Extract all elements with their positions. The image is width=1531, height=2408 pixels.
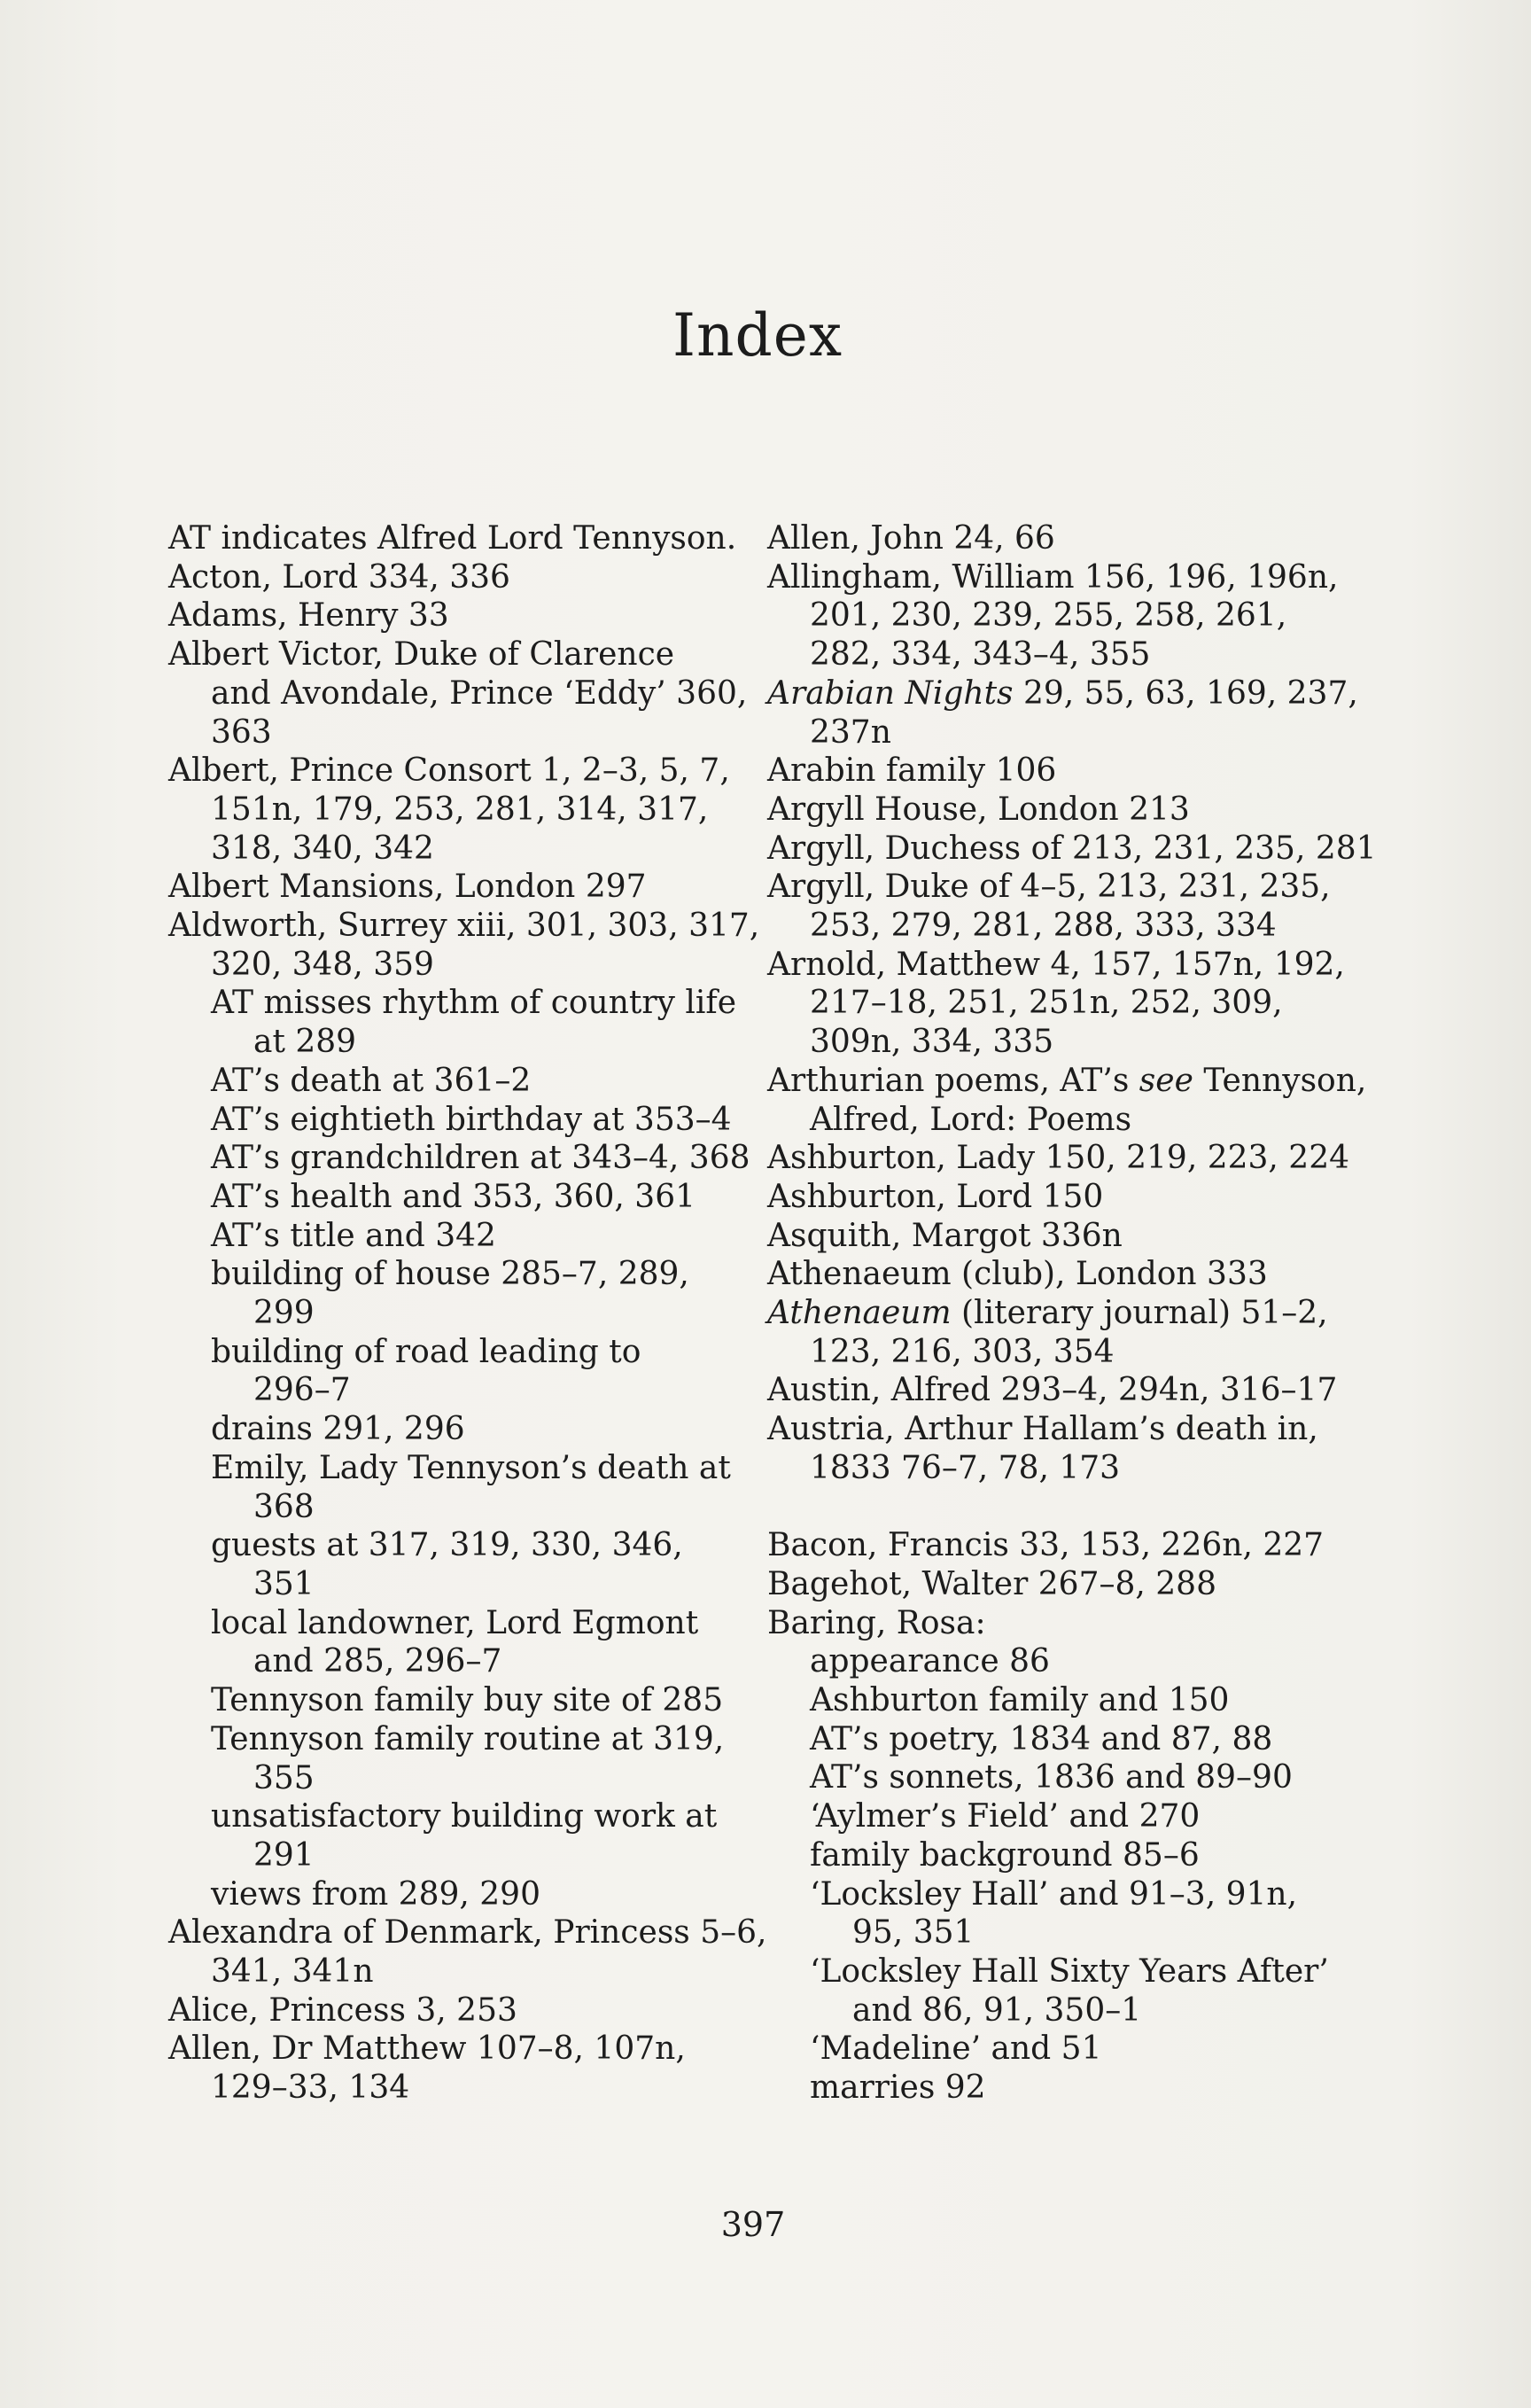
index-entry-text: AT’s health and 353, 360, 361	[211, 1178, 696, 1215]
index-entry-text: Alice, Princess 3, 253	[168, 1991, 517, 2029]
index-entry-text: ‘Aylmer’s Field’ and 270	[810, 1798, 1201, 1835]
index-entry	[767, 558, 1352, 597]
index-entry-text: Asquith, Margot 336n	[767, 1217, 1123, 1254]
index-entry-text: 217–18, 251, 251n, 252, 309,	[810, 985, 1283, 1022]
index-entry	[767, 1875, 1352, 1914]
index-entry-text: 363	[211, 713, 272, 751]
index-entry	[767, 1178, 1352, 1217]
index-entry-text: Tennyson family routine at 319,	[211, 1720, 725, 1757]
index-entry-text: ‘Locksley Hall Sixty Years After’	[810, 1953, 1329, 1990]
index-entry-text: 129–33, 134	[211, 2069, 410, 2107]
index-entry	[168, 2030, 753, 2069]
index-entry-text: Athenaeum	[767, 1295, 952, 1332]
index-entry	[767, 2030, 1352, 2069]
index-entry-text: AT misses rhythm of country life	[211, 985, 737, 1022]
index-entry	[168, 1604, 753, 1643]
index-entry-text: 351	[253, 1565, 315, 1602]
index-entry	[767, 1952, 1352, 1991]
index-entry-text: 309n, 334, 335	[810, 1024, 1054, 1061]
index-entry	[767, 946, 1352, 985]
index-entry-text: AT’s eightieth birthday at 353–4	[211, 1101, 732, 1138]
index-entry-text: 299	[253, 1295, 315, 1332]
index-entry	[767, 1023, 1352, 1062]
index-entry-text: Alfred, Lord: Poems	[810, 1101, 1132, 1138]
index-entry	[767, 1991, 1352, 2030]
index-entry-text: and Avondale, Prince ‘Eddy’ 360,	[211, 674, 748, 712]
index-entry	[767, 635, 1352, 674]
index-entry-text: AT’s death at 361–2	[211, 1062, 532, 1099]
index-entry-text: building of house 285–7, 289,	[211, 1256, 689, 1293]
index-entry	[168, 907, 760, 946]
index-entry	[168, 868, 753, 907]
index-entry-text: 95, 351	[852, 1914, 975, 1952]
index-entry	[767, 1371, 1352, 1410]
index-entry-text: Allingham, William 156, 196, 196n,	[767, 558, 1339, 596]
index-entry	[767, 1681, 1352, 1720]
index-column-left	[168, 519, 767, 2108]
index-entry-text: AT’s grandchildren at 343–4, 368	[211, 1140, 750, 1177]
index-entry	[168, 1565, 753, 1604]
index-entry	[168, 1217, 753, 1256]
index-entry-text: Argyll, Duchess of 213, 231, 235, 281	[767, 830, 1377, 867]
index-entry-text: Ashburton, Lady 150, 219, 223, 224	[767, 1140, 1350, 1177]
index-entry-text: Allen, Dr Matthew 107–8, 107n,	[168, 2030, 686, 2068]
index-entry	[168, 1991, 753, 2030]
index-entry	[168, 946, 753, 985]
index-entry-text: guests at 317, 319, 330, 346,	[211, 1527, 683, 1564]
index-entry	[767, 1720, 1352, 1759]
index-entry-text: marries 92	[810, 2069, 986, 2107]
index-entry-text: unsatisfactory building work at	[211, 1798, 718, 1835]
index-entry	[168, 984, 753, 1023]
index-entry	[168, 830, 753, 869]
index-entry	[168, 752, 753, 791]
index-entry	[767, 984, 1352, 1023]
index-entry-text: 151n, 179, 253, 281, 314, 317,	[211, 791, 709, 828]
index-entry-text: 355	[253, 1759, 315, 1796]
index-entry-text: at 289	[253, 1024, 357, 1061]
index-entry-text: AT’s title and 342	[211, 1217, 496, 1254]
index-entry	[767, 1642, 1352, 1681]
index-entry-pages: Tennyson,	[1193, 1062, 1367, 1099]
index-entry	[767, 713, 1352, 752]
index-entry	[168, 1526, 753, 1565]
index-entry-text: Acton, Lord 334, 336	[168, 558, 510, 596]
index-entry	[168, 1449, 753, 1488]
index-entry-text: 201, 230, 239, 255, 258, 261,	[810, 597, 1287, 635]
index-entry-text: and 86, 91, 350–1	[852, 1991, 1142, 2029]
index-entry-text: 291	[253, 1836, 315, 1874]
index-entry-text: 123, 216, 303, 354	[810, 1333, 1115, 1370]
index-entry	[767, 830, 1377, 869]
index-entry	[168, 791, 753, 830]
index-entry-pages: 29, 55, 63, 169, 237,	[1013, 674, 1358, 712]
index-entry	[168, 1642, 753, 1681]
index-entry	[767, 791, 1352, 830]
index-entry	[168, 1023, 753, 1062]
index-entry-text: Emily, Lady Tennyson’s death at	[211, 1449, 731, 1486]
index-entry	[168, 558, 753, 597]
index-entry	[168, 1759, 753, 1798]
index-entry	[168, 1875, 753, 1914]
index-entry	[767, 868, 1352, 907]
index-entry	[767, 1294, 1352, 1333]
index-entry	[168, 713, 753, 752]
index-entry	[767, 1410, 1352, 1449]
index-entry	[767, 1913, 1352, 1952]
index-entry-text: Albert Victor, Duke of Clarence	[168, 636, 675, 674]
index-entry-text: 320, 348, 359	[211, 946, 434, 983]
index-entry-text: Albert Mansions, London 297	[168, 869, 647, 906]
index-entry	[767, 674, 1358, 713]
index-entry	[168, 674, 753, 713]
index-entry-text: 341, 341n	[211, 1953, 374, 1991]
index-column-right	[767, 519, 1377, 2108]
index-entry-text: 282, 334, 343–4, 355	[810, 636, 1151, 674]
index-entry-text: 237n	[810, 713, 891, 751]
see-reference: see	[1139, 1062, 1193, 1099]
index-entry-text: Adams, Henry 33	[168, 597, 449, 635]
index-entry-text: appearance 86	[810, 1643, 1050, 1680]
index-entry	[767, 1836, 1352, 1875]
index-entry	[168, 519, 753, 558]
index-entry-text: Bacon, Francis 33, 153, 226n, 227	[767, 1527, 1325, 1564]
index-entry	[767, 1139, 1352, 1178]
index-entry	[168, 1101, 753, 1140]
index-entry	[767, 1101, 1352, 1140]
index-entry-text: 253, 279, 281, 288, 333, 334	[810, 908, 1277, 945]
index-entry	[168, 1681, 753, 1720]
index-entry	[767, 907, 1352, 946]
index-entry	[767, 1526, 1352, 1565]
index-entry	[168, 596, 753, 635]
index-entry-text: 1833 76–7, 78, 173	[810, 1449, 1121, 1486]
index-entry	[168, 1410, 753, 1449]
page-title: Index	[672, 301, 843, 370]
index-entry-text: Austria, Arthur Hallam’s death in,	[767, 1411, 1318, 1448]
index-entry	[767, 1333, 1352, 1372]
index-entry-text: Arnold, Matthew 4, 157, 157n, 192,	[767, 946, 1345, 983]
index-entry	[767, 519, 1352, 558]
index-entry-text: Albert, Prince Consort 1, 2–3, 5, 7,	[168, 752, 730, 790]
index-entry	[168, 1062, 753, 1101]
index-entry	[168, 1797, 753, 1836]
index-entry-text: Austin, Alfred 293–4, 294n, 316–17	[767, 1372, 1338, 1409]
index-entry-text: Arabin family 106	[767, 752, 1057, 790]
index-entry	[168, 1720, 753, 1759]
index-entry	[168, 2069, 753, 2108]
index-entry-text: ‘Madeline’ and 51	[810, 2030, 1102, 2068]
index-entry	[767, 752, 1352, 791]
index-entry	[767, 1797, 1352, 1836]
index-entry-pages: (literary journal) 51–2,	[951, 1295, 1328, 1332]
index-entry-text: Argyll House, London 213	[767, 791, 1190, 828]
index-entry-text: Allen, John 24, 66	[767, 520, 1055, 557]
index-entry-text: Baring, Rosa:	[767, 1604, 986, 1641]
index-entry-text: Aldworth, Surrey xiii, 301, 303, 317,	[168, 908, 760, 945]
index-entry	[767, 1565, 1352, 1604]
index-entry-text: and 285, 296–7	[253, 1643, 502, 1680]
index-entry-text: AT indicates Alfred Lord Tennyson.	[168, 520, 737, 557]
index-entry	[168, 1333, 753, 1372]
index-entry	[168, 1139, 753, 1178]
index-entry-text: Arthurian poems, AT’s	[767, 1062, 1139, 1099]
index-entry-text: Athenaeum (club), London 333	[767, 1256, 1268, 1293]
index-entry	[767, 1062, 1367, 1101]
index-entry-text: Ashburton, Lord 150	[767, 1178, 1104, 1215]
index-entry	[767, 1255, 1352, 1294]
index-entry	[168, 1294, 753, 1333]
index-entry-text: Alexandra of Denmark, Princess 5–6,	[168, 1914, 767, 1952]
page-number: 397	[720, 2205, 786, 2244]
index-entry	[168, 1836, 753, 1875]
index-entry-text: AT’s sonnets, 1836 and 89–90	[810, 1759, 1293, 1796]
index-entry-text: drains 291, 296	[211, 1411, 465, 1448]
index-entry	[767, 2069, 1352, 2108]
index-entry	[767, 1604, 1352, 1643]
index-entry-text: Argyll, Duke of 4–5, 213, 231, 235,	[767, 869, 1331, 906]
index-entry	[767, 1758, 1352, 1797]
index-entry	[168, 1952, 753, 1991]
index-entry	[168, 1178, 753, 1217]
index-entry-text: 318, 340, 342	[211, 830, 434, 867]
index-entry	[767, 1449, 1352, 1488]
index-entry-text: local landowner, Lord Egmont	[211, 1604, 699, 1641]
index-entry	[168, 1255, 753, 1294]
index-entry	[168, 1913, 767, 1952]
index-entry-text: Ashburton family and 150	[810, 1682, 1230, 1719]
index-entry	[767, 596, 1352, 635]
index-entry-text: family background 85–6	[810, 1836, 1200, 1874]
index-entry	[168, 635, 753, 674]
index-entry	[168, 1371, 753, 1410]
index-entry-text: building of road leading to	[211, 1333, 641, 1370]
index-entry-text: Tennyson family buy site of 285	[211, 1682, 724, 1719]
index-entry-text: Arabian Nights	[767, 674, 1014, 712]
index-entry-text: AT’s poetry, 1834 and 87, 88	[810, 1720, 1273, 1757]
index-entry-text: ‘Locksley Hall’ and 91–3, 91n,	[810, 1875, 1298, 1913]
section-gap	[767, 1488, 1352, 1527]
index-entry	[168, 1488, 753, 1527]
index-entry-text: views from 289, 290	[211, 1875, 540, 1913]
index-entry-text: 296–7	[253, 1372, 351, 1409]
index-entry	[767, 1217, 1352, 1256]
index-entry-text: Bagehot, Walter 267–8, 288	[767, 1565, 1216, 1602]
index-entry-text: 368	[253, 1488, 315, 1525]
